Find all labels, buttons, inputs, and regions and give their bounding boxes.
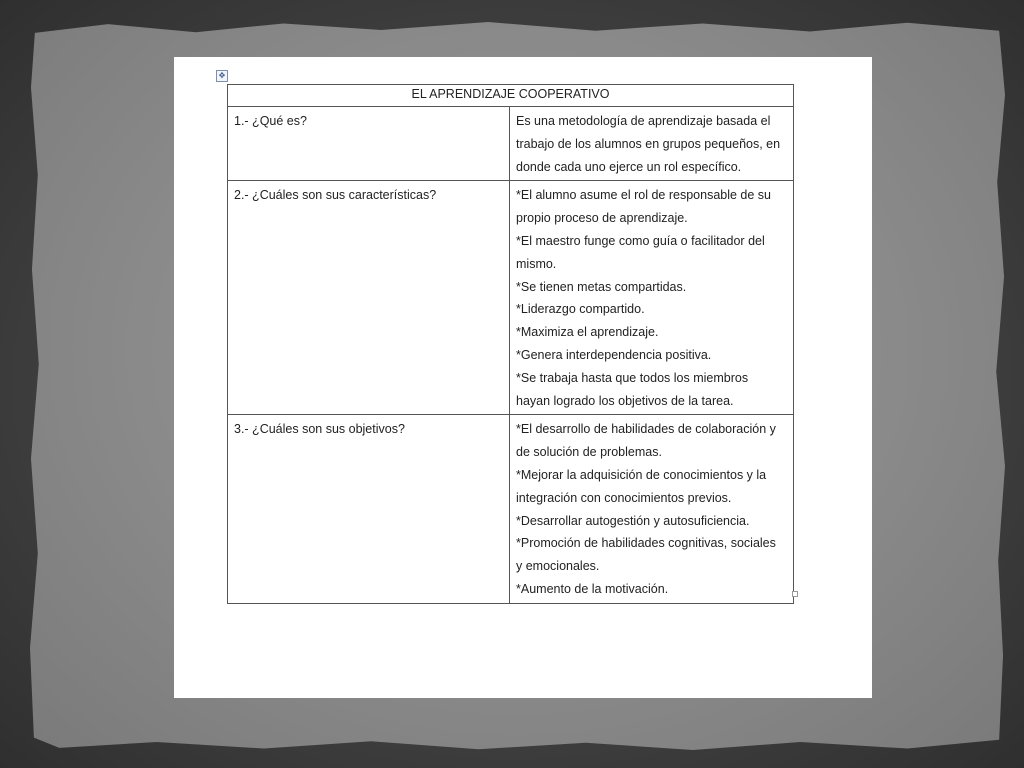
question-cell (228, 415, 510, 603)
answer-line: Es una metodología de aprendizaje basada el (516, 114, 771, 128)
answer-line: *Genera interdependencia positiva. (516, 347, 712, 362)
table-title: EL APRENDIZAJE COOPERATIVO (228, 85, 794, 107)
answer-line: donde cada uno ejerce un rol específico. (516, 159, 742, 174)
answer-line: *Se tienen metas compartidas. (516, 279, 687, 294)
answer-line: hayan logrado los objetivos de la tarea. (516, 393, 734, 408)
table-title-row (228, 85, 794, 107)
table-row (228, 107, 794, 181)
table-row (228, 181, 794, 415)
answer-line: mismo. (516, 256, 557, 271)
question-text: 3.- ¿Cuáles son sus objetivos? (234, 422, 405, 437)
answer-line: *Promoción de habilidades cognitivas, sociales (516, 536, 776, 551)
answer-line: *Se trabaja hasta que todos los miembros (516, 370, 749, 385)
answer-line: de solución de problemas. (516, 445, 662, 460)
answer-line: propio proceso de aprendizaje. (516, 211, 688, 226)
answer-line: integración con conocimientos previos. (516, 490, 732, 505)
answer-line: *El desarrollo de habilidades de colaboración y (516, 422, 776, 437)
table-move-handle-icon: ✥ (216, 70, 228, 82)
answer-line: *El maestro funge como guía o facilitador del (516, 233, 765, 248)
cooperative-learning-table (227, 84, 794, 604)
answer-line: *Aumento de la motivación. (516, 581, 669, 596)
question-cell (228, 107, 510, 181)
question-text: 2.- ¿Cuáles son sus características? (234, 188, 437, 203)
table-resize-handle-icon (792, 591, 798, 597)
answer-line: *Desarrollar autogestión y autosuficiencia. (516, 513, 750, 528)
answer-cell (510, 107, 794, 181)
question-text: 1.- ¿Qué es? (234, 114, 307, 128)
answer-line: trabajo de los alumnos en grupos pequeños, en (516, 136, 781, 151)
table-row (228, 415, 794, 603)
answer-cell (510, 415, 794, 603)
answer-line: *Liderazgo compartido. (516, 302, 645, 317)
answer-line: *Mejorar la adquisición de conocimientos y la (516, 467, 767, 482)
table-body (228, 107, 794, 604)
answer-line: *El alumno asume el rol de responsable de su (516, 188, 772, 203)
answer-line: y emocionales. (516, 559, 600, 574)
question-cell (228, 181, 510, 415)
answer-cell (510, 181, 794, 415)
answer-line: *Maximiza el aprendizaje. (516, 325, 659, 340)
